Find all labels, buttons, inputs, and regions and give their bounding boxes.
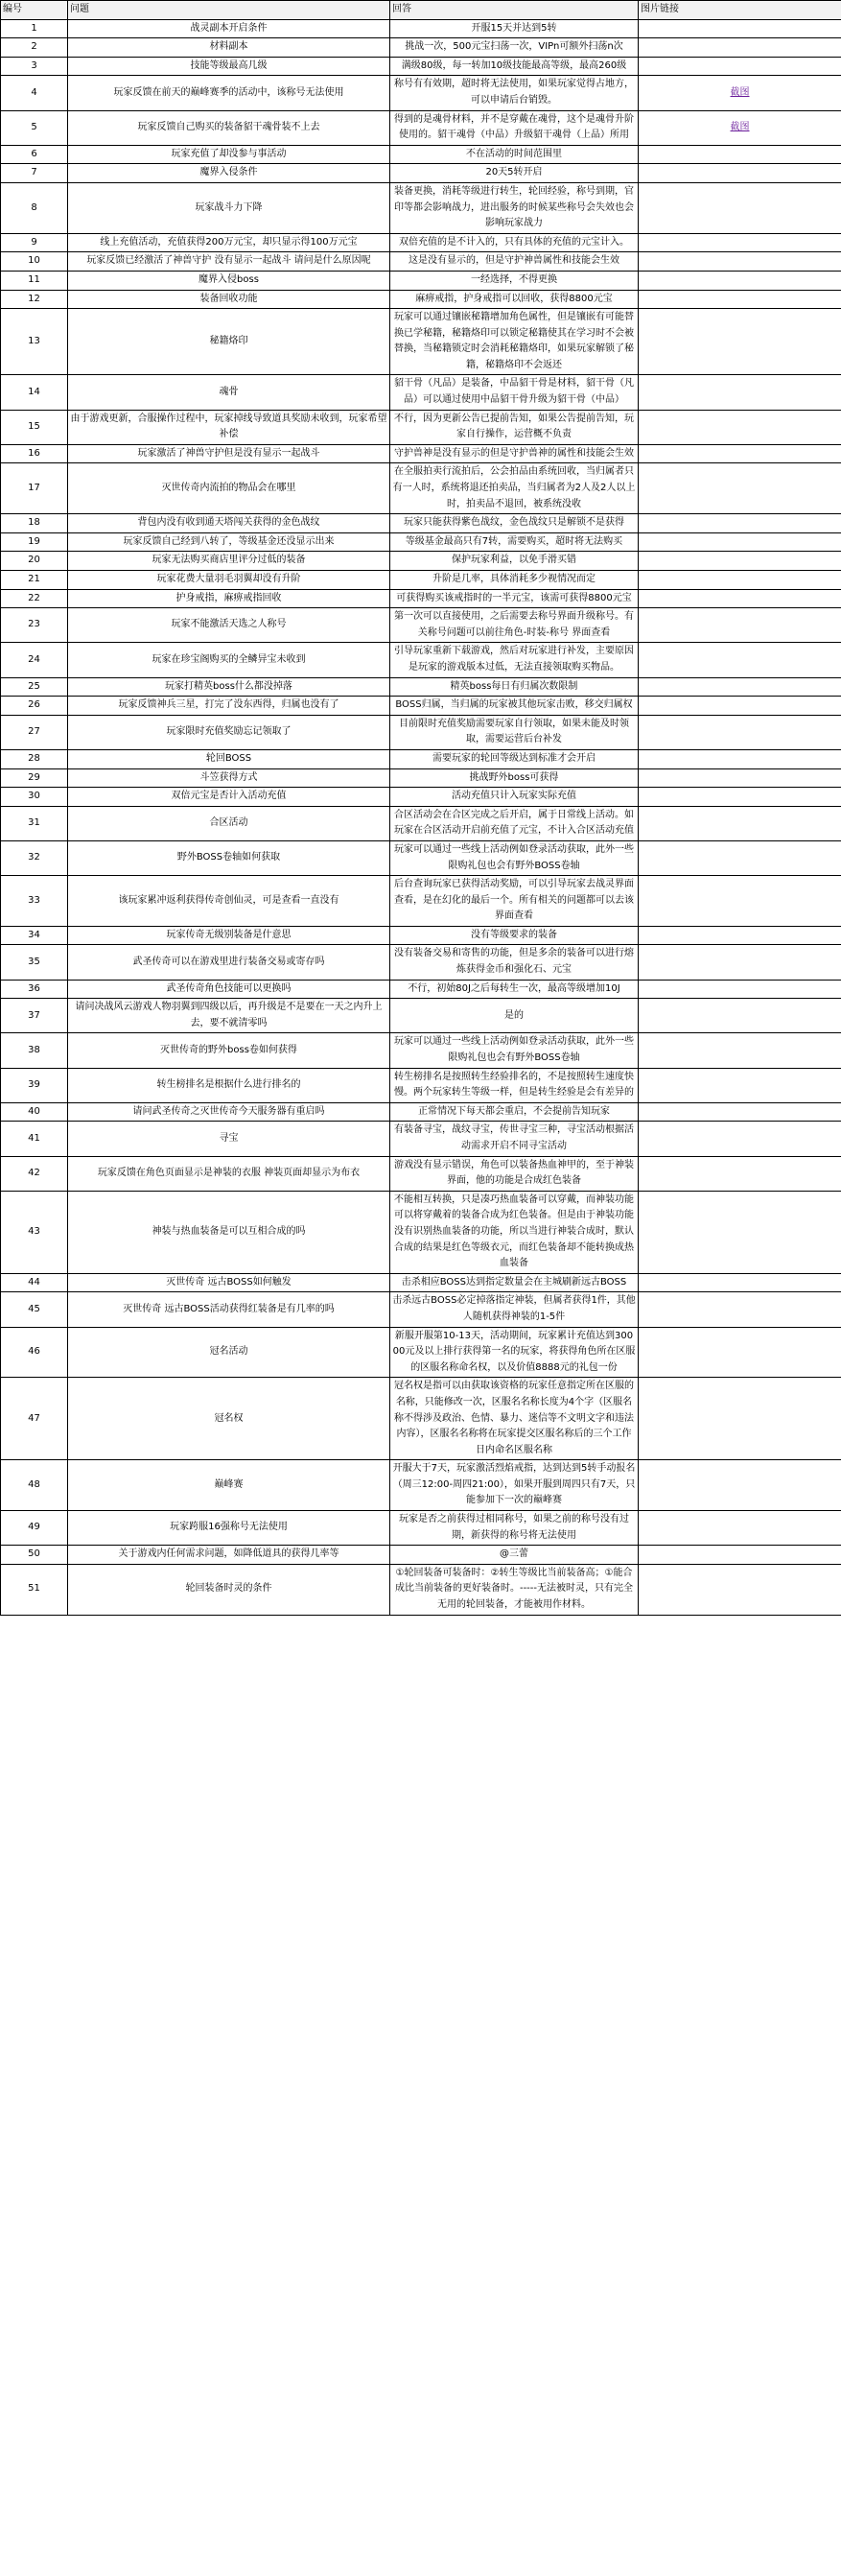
answer-cell: 满级80级，每一转加10级技能最高等级，最高260级 (390, 57, 639, 76)
answer-cell: 第一次可以直接使用，之后需要去称号界面升级称号。有关称号问题可以前往角色-时装-称号 界面查看 (390, 608, 639, 643)
row-number: 12 (1, 290, 68, 309)
question-cell: 冠名权 (68, 1378, 390, 1460)
link-cell (639, 1511, 841, 1546)
answer-cell: 不行，因为更新公告已提前告知，如果公告提前告知，玩家自行操作，运营概不负责 (390, 410, 639, 444)
question-cell: 武圣传奇可以在游戏里进行装备交易或寄存吗 (68, 945, 390, 980)
table-row (1, 980, 841, 999)
table-row (1, 252, 841, 272)
answer-cell: 不行，初始80J之后每转生一次，最高等级增加10J (390, 980, 639, 999)
table-row (1, 1122, 841, 1156)
question-cell: 灭世传奇的野外boss卷如何获得 (68, 1033, 390, 1068)
question-cell: 合区活动 (68, 806, 390, 840)
table-row (1, 552, 841, 571)
question-cell: 该玩家累冲返利获得传奇创仙灵，可是查看一直没有 (68, 876, 390, 927)
table-row (1, 1156, 841, 1191)
table-body (1, 19, 841, 1615)
question-cell: 由于游戏更新，合服操作过程中，玩家掉线导致道具奖励未收到，玩家希望补偿 (68, 410, 390, 444)
row-number: 27 (1, 715, 68, 749)
question-cell: 玩家反馈已经激活了神兽守护 没有显示一起战斗 请问是什么原因呢 (68, 252, 390, 272)
row-number: 45 (1, 1292, 68, 1327)
row-number: 31 (1, 806, 68, 840)
row-number: 26 (1, 697, 68, 716)
question-cell: 材料副本 (68, 38, 390, 58)
question-cell: 背包内没有收到通天塔闯关获得的金色战纹 (68, 514, 390, 533)
table-row (1, 571, 841, 590)
question-cell: 战灵副本开启条件 (68, 19, 390, 38)
row-number: 6 (1, 145, 68, 164)
table-row (1, 444, 841, 463)
row-number: 15 (1, 410, 68, 444)
table-row (1, 643, 841, 677)
table-row (1, 1546, 841, 1565)
answer-cell: 没有装备交易和寄售的功能，但是多余的装备可以进行熔炼获得金币和强化石、元宝 (390, 945, 639, 980)
answer-cell: 游戏没有显示错误，角色可以装备热血神甲的，至于神装界面，他的功能是合成红色装备 (390, 1156, 639, 1191)
table-row (1, 375, 841, 410)
table-row (1, 1564, 841, 1615)
answer-cell: 一经选择，不得更换 (390, 271, 639, 290)
table-row (1, 1460, 841, 1511)
answer-cell: 得到的是魂骨材料，并不是穿戴在魂骨，这个是魂骨升阶使用的。貂干魂骨（中品）升级貂干魂骨（上品）所用 (390, 110, 639, 145)
row-number: 42 (1, 1156, 68, 1191)
link-cell (639, 252, 841, 272)
row-number: 40 (1, 1102, 68, 1122)
row-number: 11 (1, 271, 68, 290)
table-row (1, 145, 841, 164)
answer-cell: 双倍充值的是不计入的，只有具体的充值的元宝计入。 (390, 233, 639, 252)
answer-cell: 开服15天并达到5转 (390, 19, 639, 38)
table-row (1, 999, 841, 1033)
link-cell (639, 1273, 841, 1292)
link-cell (639, 463, 841, 514)
table-row (1, 514, 841, 533)
question-cell: 冠名活动 (68, 1327, 390, 1378)
row-number: 51 (1, 1564, 68, 1615)
answer-cell: 正常情况下每天都会重启，不会提前告知玩家 (390, 1102, 639, 1122)
question-cell: 魔界入侵boss (68, 271, 390, 290)
link-cell (639, 1564, 841, 1615)
link-cell (639, 1122, 841, 1156)
question-cell: 玩家战斗力下降 (68, 182, 390, 233)
question-cell: 灭世传奇 远古BOSS如何触发 (68, 1273, 390, 1292)
link-cell (639, 999, 841, 1033)
row-number: 37 (1, 999, 68, 1033)
answer-cell: 可获得购买该戒指时的一半元宝，该需可获得8800元宝 (390, 589, 639, 608)
link-cell (639, 1460, 841, 1511)
row-number: 9 (1, 233, 68, 252)
answer-cell: 冠名权是指可以由获取该资格的玩家任意指定所在区服的名称，只能修改一次，区服名名称长度为4个字（区服名称不得涉及政治、色情、暴力、迷信等不文明文字和违法内容），区服名名称将在玩家提交区服名称后的三个工作日内命名区服名称 (390, 1378, 639, 1460)
row-number: 10 (1, 252, 68, 272)
link-cell (639, 876, 841, 927)
link-cell (639, 1068, 841, 1102)
answer-cell: 不在活动的时间范围里 (390, 145, 639, 164)
link-cell (639, 410, 841, 444)
table-row (1, 589, 841, 608)
answer-cell: 玩家是否之前获得过相同称号，如果之前的称号没有过期，新获得的称号将无法使用 (390, 1511, 639, 1546)
table-row (1, 945, 841, 980)
question-cell: 玩家跨服16强称号无法使用 (68, 1511, 390, 1546)
table-row (1, 164, 841, 183)
answer-cell: 后台查询玩家已获得活动奖励，可以引导玩家去战灵界面查看，是在幻化的最后一个。所有相关的问题都可以去该界面查看 (390, 876, 639, 927)
link-cell (639, 271, 841, 290)
header-no: 编号 (1, 1, 68, 20)
question-cell: 轮回装备时灵的条件 (68, 1564, 390, 1615)
row-number: 39 (1, 1068, 68, 1102)
table-row (1, 715, 841, 749)
question-cell: 灭世传奇内流拍的物品会在哪里 (68, 463, 390, 514)
question-cell: 巅峰赛 (68, 1460, 390, 1511)
link-cell (639, 945, 841, 980)
question-cell: 玩家反馈神兵三星，打完了没东西得，归属也没有了 (68, 697, 390, 716)
table-row (1, 290, 841, 309)
answer-cell: 装备更换，消耗等级进行转生，轮回经验，称号到期，官印等都会影响战力，进出服务的时候某些称号会失效也会影响玩家战力 (390, 182, 639, 233)
question-cell: 线上充值活动，充值获得200万元宝，却只显示得100万元宝 (68, 233, 390, 252)
row-number: 30 (1, 788, 68, 807)
table-row (1, 110, 841, 145)
row-number: 24 (1, 643, 68, 677)
answer-cell: 玩家可以通过镶嵌秘籍增加角色属性，但是镶嵌有可能替换已学秘籍，秘籍烙印可以锁定秘籍使其在学习时不会被替换，当秘籍锁定时会消耗秘籍烙印，如果玩家解锁了秘籍，秘籍烙印不会返还 (390, 309, 639, 375)
row-number: 2 (1, 38, 68, 58)
row-number: 22 (1, 589, 68, 608)
answer-cell: 击杀远古BOSS必定掉落指定神装，但属者获得1件，其他人随机获得神装的1-5件 (390, 1292, 639, 1327)
link-cell (639, 589, 841, 608)
answer-cell: @三蕾 (390, 1546, 639, 1565)
link-cell (639, 290, 841, 309)
table-row (1, 1327, 841, 1378)
table-row (1, 876, 841, 927)
link-cell (639, 697, 841, 716)
question-cell: 玩家反馈在前天的巅峰赛季的活动中，该称号无法使用 (68, 76, 390, 110)
table-row (1, 1102, 841, 1122)
question-cell: 魔界入侵条件 (68, 164, 390, 183)
link-cell (639, 532, 841, 552)
table-row (1, 19, 841, 38)
row-number: 1 (1, 19, 68, 38)
question-cell: 秘籍烙印 (68, 309, 390, 375)
row-number: 23 (1, 608, 68, 643)
answer-cell: 守护兽神是没有显示的但是守护兽神的属性和技能会生效 (390, 444, 639, 463)
link-cell (639, 1378, 841, 1460)
header-answer: 回答 (390, 1, 639, 20)
question-cell: 装备回收功能 (68, 290, 390, 309)
table-row (1, 309, 841, 375)
answer-cell: 是的 (390, 999, 639, 1033)
question-cell: 武圣传奇角色技能可以更换吗 (68, 980, 390, 999)
answer-cell: 目前限时充值奖励需要玩家自行领取，如果未能及时领取，需要运营后台补发 (390, 715, 639, 749)
row-number: 43 (1, 1191, 68, 1273)
table-row (1, 1033, 841, 1068)
table-row (1, 926, 841, 945)
question-cell: 请问武圣传奇之灭世传奇今天服务器有重启吗 (68, 1102, 390, 1122)
link-cell (639, 788, 841, 807)
row-number: 38 (1, 1033, 68, 1068)
link-cell (639, 309, 841, 375)
link-cell (639, 980, 841, 999)
answer-cell: 不能相互转换，只是凑巧热血装备可以穿戴，而神装功能可以将穿戴着的装备合成为红色装备。但是由于神装功能没有识别热血装备的功能，所以当进行神装合成时，默认合成的结果是红色等级衣元，而红色装备却不能转换成热血装备 (390, 1191, 639, 1273)
link-cell (639, 57, 841, 76)
answer-cell: 精英boss每日有归属次数限制 (390, 677, 639, 697)
question-cell: 转生榜排名是根据什么进行排名的 (68, 1068, 390, 1102)
row-number: 25 (1, 677, 68, 697)
link-cell (639, 608, 841, 643)
question-cell: 寻宝 (68, 1122, 390, 1156)
link-cell (639, 1292, 841, 1327)
table-row (1, 76, 841, 110)
question-cell: 玩家打精英boss什么都没掉落 (68, 677, 390, 697)
link-cell (639, 926, 841, 945)
link-cell (639, 38, 841, 58)
answer-cell: 击杀相应BOSS达到指定数量会在主城刷新远古BOSS (390, 1273, 639, 1292)
answer-cell: 等级基金最高只有7转，需要购买，超时将无法购买 (390, 532, 639, 552)
row-number: 7 (1, 164, 68, 183)
header-link: 图片链接 (639, 1, 841, 20)
row-number: 47 (1, 1378, 68, 1460)
table-row (1, 532, 841, 552)
link-cell (639, 643, 841, 677)
question-cell: 魂骨 (68, 375, 390, 410)
answer-cell: 玩家可以通过一些线上活动例如登录活动获取，此外一些限购礼包也会有野外BOSS卷轴 (390, 840, 639, 875)
row-number: 18 (1, 514, 68, 533)
question-cell: 玩家限时充值奖励忘记领取了 (68, 715, 390, 749)
answer-cell: 升阶是几率，具体消耗多少视情况而定 (390, 571, 639, 590)
link-cell (639, 76, 841, 110)
answer-cell: 挑战野外boss可获得 (390, 768, 639, 788)
answer-cell: 这是没有显示的，但是守护神兽属性和技能会生效 (390, 252, 639, 272)
row-number: 29 (1, 768, 68, 788)
table-row (1, 768, 841, 788)
link-cell (639, 571, 841, 590)
table-row (1, 806, 841, 840)
question-cell: 灭世传奇 远古BOSS活动获得红装备是有几率的吗 (68, 1292, 390, 1327)
link-cell (639, 552, 841, 571)
table-row (1, 1292, 841, 1327)
link-cell (639, 19, 841, 38)
row-number: 41 (1, 1122, 68, 1156)
row-number: 17 (1, 463, 68, 514)
question-cell: 神装与热血装备是可以互相合成的吗 (68, 1191, 390, 1273)
link-cell (639, 840, 841, 875)
row-number: 44 (1, 1273, 68, 1292)
link-cell (639, 145, 841, 164)
question-cell: 野外BOSS卷轴如何获取 (68, 840, 390, 875)
row-number: 49 (1, 1511, 68, 1546)
question-cell: 轮回BOSS (68, 749, 390, 768)
answer-cell: 有装备寻宝，战纹寻宝，传世寻宝三种，寻宝活动根据活动需求开启不同寻宝活动 (390, 1122, 639, 1156)
question-cell: 玩家反馈自己购买的装备貂干魂骨装不上去 (68, 110, 390, 145)
question-cell: 玩家反馈在角色页面显示是神装的衣服 神装页面却显示为布衣 (68, 1156, 390, 1191)
link-cell (639, 444, 841, 463)
question-cell: 玩家在珍宝阁购买的全鳞异宝未收到 (68, 643, 390, 677)
row-number: 32 (1, 840, 68, 875)
question-cell: 玩家激活了神兽守护但是没有显示一起战斗 (68, 444, 390, 463)
question-cell: 玩家传奇无级别装备是什意思 (68, 926, 390, 945)
row-number: 33 (1, 876, 68, 927)
link-cell (639, 375, 841, 410)
answer-cell: 挑战一次，500元宝扫荡一次，VIPn可额外扫荡n次 (390, 38, 639, 58)
header-row (1, 1, 841, 20)
link-cell (639, 1102, 841, 1122)
link-cell (639, 1191, 841, 1273)
table-row (1, 749, 841, 768)
row-number: 14 (1, 375, 68, 410)
row-number: 5 (1, 110, 68, 145)
link-cell (639, 715, 841, 749)
answer-cell: 称号有有效期，超时将无法使用，如果玩家觉得占地方，可以申请后台销毁。 (390, 76, 639, 110)
answer-cell: 引导玩家重新下载游戏，然后对玩家进行补发，主要原因是玩家的游戏版本过低，无法直接领取购买物品。 (390, 643, 639, 677)
link-cell (639, 164, 841, 183)
table-row (1, 1068, 841, 1102)
question-cell: 技能等级最高几级 (68, 57, 390, 76)
row-number: 4 (1, 76, 68, 110)
link-cell (639, 768, 841, 788)
link-cell (639, 1546, 841, 1565)
link-cell (639, 182, 841, 233)
screenshot-link[interactable]: 截图 (730, 86, 750, 98)
table-row (1, 1191, 841, 1273)
link-cell (639, 677, 841, 697)
link-cell (639, 514, 841, 533)
row-number: 19 (1, 532, 68, 552)
table-row (1, 463, 841, 514)
answer-cell: 转生榜排名是按照转生经验排名的，不是按照转生速度快慢。两个玩家转生等级一样，但是转生经验是会有差异的 (390, 1068, 639, 1102)
answer-cell: 20天5转开启 (390, 164, 639, 183)
answer-cell: 合区活动会在合区完成之后开启，属于日常线上活动。如玩家在合区活动开启前充值了元宝，不计入合区活动充值 (390, 806, 639, 840)
question-cell: 双倍元宝是否计入活动充值 (68, 788, 390, 807)
answer-cell: 玩家可以通过一些线上活动例如登录活动获取，此外一些限购礼包也会有野外BOSS卷轴 (390, 1033, 639, 1068)
answer-cell: 麻痹戒指，护身戒指可以回收，获得8800元宝 (390, 290, 639, 309)
table-row (1, 57, 841, 76)
table-row (1, 1511, 841, 1546)
answer-cell: 新服开服第10-13天，活动期间，玩家累计充值达到30000元及以上排行获得第一名的玩家，将获得角色所在区服的区服名称命名权，以及价值8888元的礼包一份 (390, 1327, 639, 1378)
answer-cell: 貂干骨（凡品）是装备，中品貂干骨是材料，貂干骨（凡品）可以通过使用中品貂干骨升级为貂干骨（中品） (390, 375, 639, 410)
link-cell (639, 806, 841, 840)
row-number: 20 (1, 552, 68, 571)
answer-cell: ①轮回装备可装备时：②转生等级比当前装备高；①能合成比当前装备的更好装备时。-----无法被时灵，只有完全无用的轮回装备，才能被用作材料。 (390, 1564, 639, 1615)
table-row (1, 840, 841, 875)
table-row (1, 1273, 841, 1292)
table-row (1, 608, 841, 643)
row-number: 8 (1, 182, 68, 233)
row-number: 21 (1, 571, 68, 590)
question-cell: 关于游戏内任何需求问题，如降低道具的获得几率等 (68, 1546, 390, 1565)
table-row (1, 410, 841, 444)
answer-cell: 保护玩家利益，以免手滑买错 (390, 552, 639, 571)
header-question: 问题 (68, 1, 390, 20)
question-cell: 玩家花费大量羽毛羽翼却没有升阶 (68, 571, 390, 590)
question-cell: 玩家无法购买商店里评分过低的装备 (68, 552, 390, 571)
table-row (1, 677, 841, 697)
question-cell: 护身戒指，麻痹戒指回收 (68, 589, 390, 608)
question-cell: 玩家反馈自己经到八转了，等级基金还没显示出来 (68, 532, 390, 552)
row-number: 28 (1, 749, 68, 768)
row-number: 3 (1, 57, 68, 76)
row-number: 36 (1, 980, 68, 999)
table-row (1, 233, 841, 252)
link-cell (639, 233, 841, 252)
table-row (1, 697, 841, 716)
row-number: 50 (1, 1546, 68, 1565)
table-row (1, 38, 841, 58)
row-number: 34 (1, 926, 68, 945)
table-row (1, 182, 841, 233)
answer-cell: 活动充值只计入玩家实际充值 (390, 788, 639, 807)
table-row (1, 1378, 841, 1460)
link-cell (639, 749, 841, 768)
answer-cell: 没有等级要求的装备 (390, 926, 639, 945)
question-cell: 请问决战风云游戏人物羽翼到四级以后，再升级是不是要在一天之内升上去，要不就清零吗 (68, 999, 390, 1033)
answer-cell: 在全服拍卖行流拍后，公会拍品由系统回收，当归属者只有一人时，系统将退还拍卖品，当归属者为2人及2人以上时，拍卖品不退回，被系统没收 (390, 463, 639, 514)
row-number: 13 (1, 309, 68, 375)
row-number: 48 (1, 1460, 68, 1511)
row-number: 46 (1, 1327, 68, 1378)
question-cell: 玩家充值了却没参与事活动 (68, 145, 390, 164)
row-number: 16 (1, 444, 68, 463)
answer-cell: 需要玩家的轮回等级达到标准才会开启 (390, 749, 639, 768)
link-cell (639, 1156, 841, 1191)
row-number: 35 (1, 945, 68, 980)
table-row (1, 271, 841, 290)
question-cell: 斗笠获得方式 (68, 768, 390, 788)
link-cell (639, 1033, 841, 1068)
question-cell: 玩家不能激活天选之人称号 (68, 608, 390, 643)
link-cell (639, 110, 841, 145)
link-cell (639, 1327, 841, 1378)
answer-cell: 玩家只能获得紫色战纹，金色战纹只是解锁不是获得 (390, 514, 639, 533)
answer-cell: 开服大于7天，玩家激活烈焰戒指，达到达到5转手动报名（周三12:00-周四21:00），如果开服到周四只有7天，只能参加下一次的巅峰赛 (390, 1460, 639, 1511)
screenshot-link[interactable]: 截图 (730, 121, 750, 132)
answer-cell: BOSS归属，当归属的玩家被其他玩家击败，移交归属权 (390, 697, 639, 716)
table-row (1, 788, 841, 807)
